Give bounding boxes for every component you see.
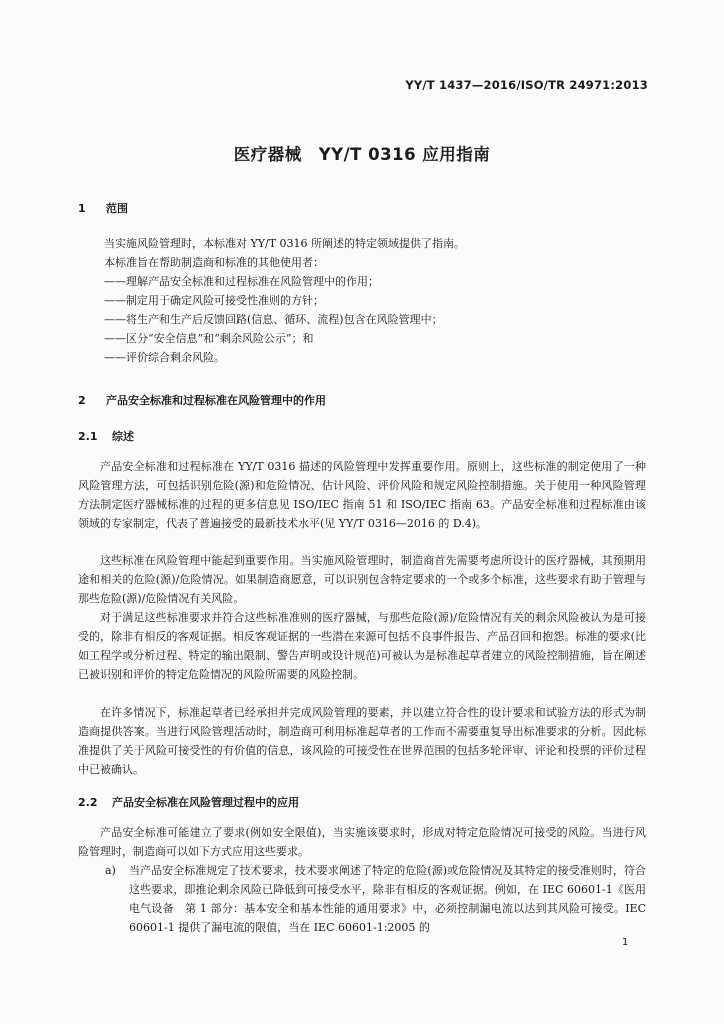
scope-list-item: ——将生产和生产后反馈回路(信息、循环、流程)包含在风险管理中； (104, 313, 443, 326)
subsection-title: 综述 (112, 430, 134, 443)
list-item-text: 当产品安全标准规定了技术要求，技术要求阐述了特定的危险(源)或危险情况及其特定的接受准则时，符合这些要求，即推论剩余风险已降低到可接受水平，除非有相反的客观证据。例如，在 IEC 60601-1《医用电气设备 第 1 部分：基本安全和基本性能的通用要求》中，必须控制漏电流以达到其风险可接受。IEC 60601-1 提供了漏电流的限值，当在 IEC 60601-1:2005 的 (129, 864, 646, 934)
subsection-title: 产品安全标准在风险管理过程中的应用 (112, 796, 299, 809)
paragraph: 这些标准在风险管理中能起到重要作用。当实施风险管理时，制造商首先需要考虑所设计的医疗器械，其预期用途和相关的危险(源)/危险情况。如果制造商愿意，可以识别包含特定要求的一个或多个标准，这些要求有助于管理与那些危险(源)/危险情况有关风险。 (78, 554, 646, 605)
scope-list-item: ——制定用于确定风险可接受性准则的方针； (104, 294, 324, 307)
paragraph: 产品安全标准可能建立了要求(例如安全限值)，当实施该要求时，形成对特定危险情况可接受的风险。当进行风险管理时，制造商可以如下方式应用这些要求。 (78, 826, 646, 858)
scope-list-item: ——评价综合剩余风险。 (104, 351, 225, 364)
subsection-2-1-heading (78, 428, 134, 444)
subsection-number: 2.2 (78, 796, 98, 809)
section-title: 范围 (106, 202, 128, 215)
scope-line: 当实施风险管理时，本标准对 YY/T 0316 所阐述的特定领域提供了指南。 (104, 237, 466, 250)
paragraph: 对于满足这些标准要求并符合这些标准准则的医疗器械，与那些危险(源)/危险情况有关的剩余风险被认为是可接受的，除非有相反的客观证据。相反客观证据的一些潜在来源可包括不良事件报告、产品召回和抱怨。标准的要求(比如工程学或分析过程、特定的输出限制、警告声明或设计规范)可被认为是标准起草者建立的风险控制措施，旨在阐述已被识别和评价的特定危险情况的风险所需要的风险控制。 (78, 611, 646, 681)
section-title: 产品安全标准和过程标准在风险管理中的作用 (106, 394, 326, 407)
subsection-2-2-heading (78, 794, 299, 810)
section-2-heading (78, 392, 326, 408)
subsection-number: 2.1 (78, 430, 98, 443)
list-marker: a) (105, 864, 116, 877)
document-title: 医疗器械 YY/T 0316 应用指南 (233, 145, 491, 164)
paragraph: 在许多情况下，标准起草者已经承担并完成风险管理的要素，并以建立符合性的设计要求和试验方法的形式为制造商提供答案。当进行风险管理活动时，制造商可利用标准起草者的工作而不需要重复导出标准要求的分析。因此标准提供了关于风险可接受性的有价值的信息，该风险的可接受性在世界范围的包括多轮评审、评论和投票的评价过程中已被确认。 (78, 706, 646, 776)
page-number: 1 (622, 937, 629, 948)
scope-line: 本标准旨在帮助制造商和标准的其他使用者： (104, 256, 324, 269)
scope-list-item: ——理解产品安全标准和过程标准在风险管理中的作用； (104, 275, 379, 288)
standard-number: YY/T 1437—2016/ISO/TR 24971:2013 (405, 78, 648, 92)
section-number: 2 (78, 394, 86, 407)
paragraph: 产品安全标准和过程标准在 YY/T 0316 描述的风险管理中发挥重要作用。原则上，这些标准的制定使用了一种风险管理方法，可包括识别危险(源)和危险情况、估计风险、评价风险和规定风险控制措施。关于使用一种风险管理方法制定医疗器械标准的过程的更多信息见 ISO/IEC 指南 51 和 ISO/IEC 指南 63。产品安全标准和过程标准由该领域的专家制定，代表了普遍接受的最新技术水平(见 YY/T 0316—2016 的 D.4)。 (78, 460, 646, 530)
section-number: 1 (78, 202, 86, 215)
section-1-heading (78, 200, 128, 216)
list-item-a (105, 861, 646, 937)
scope-list-item: ——区分“安全信息”和“剩余风险公示”；和 (104, 332, 314, 345)
